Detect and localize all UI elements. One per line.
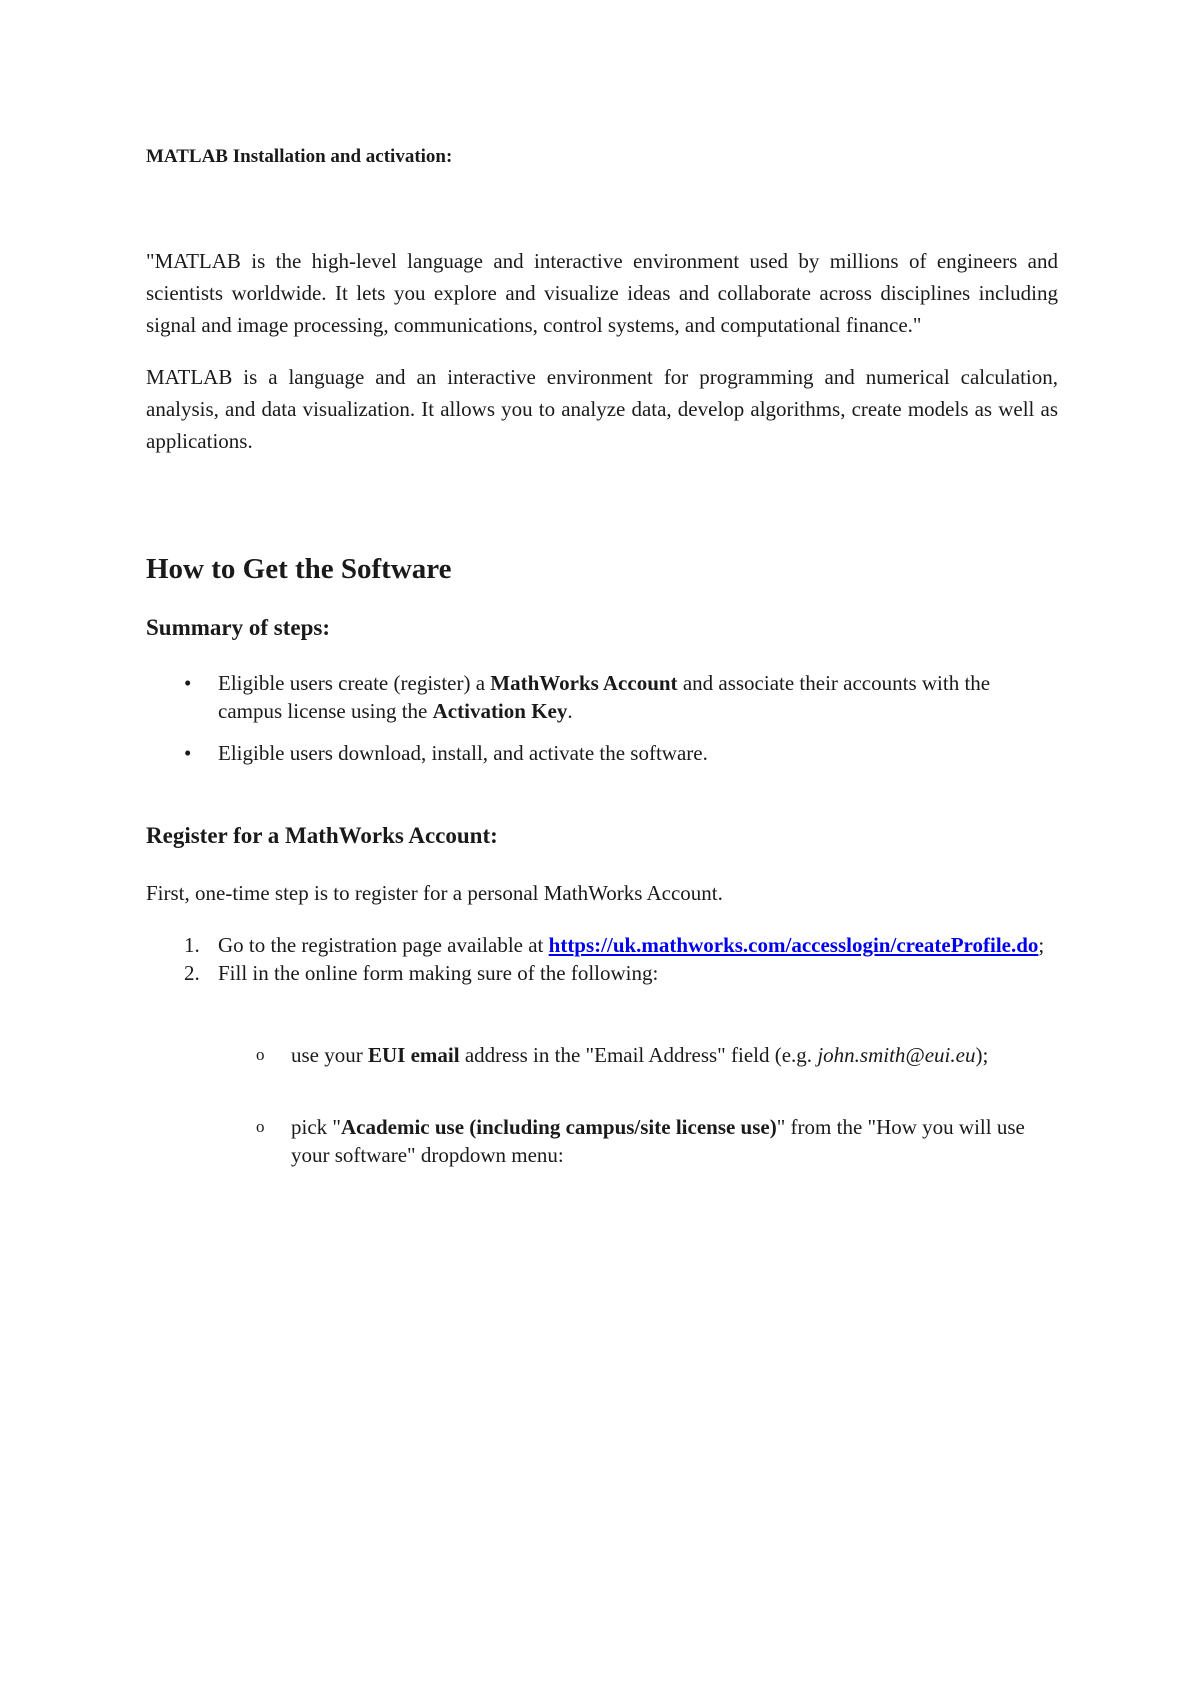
instruction-text: " from the "How you will use your software" dropdown menu: xyxy=(291,1115,1025,1167)
step-text: ; xyxy=(1038,933,1045,957)
form-instruction-item xyxy=(146,1113,1058,1169)
step-number: 1. xyxy=(184,933,200,957)
registration-steps-list xyxy=(146,931,1058,987)
document-content xyxy=(146,144,1058,1213)
heading-register-account: Register for a MathWorks Account: xyxy=(146,823,498,848)
circle-bullet-icon: o xyxy=(256,1117,265,1136)
summary-text: and associate their accounts with the campus license using the xyxy=(218,671,991,723)
step-item xyxy=(146,959,1058,987)
instruction-text: address in the "Email Address" field (e.g. xyxy=(459,1043,818,1067)
summary-bold-activation-key: Activation Key xyxy=(432,699,568,723)
instruction-text: use your xyxy=(291,1043,368,1067)
summary-bold-mathworks-account: MathWorks Account xyxy=(490,671,678,695)
step-text: Fill in the online form making sure of the following: xyxy=(218,961,659,985)
intro-quote-paragraph: "MATLAB is the high-level language and interactive environment used by millions of engineers and scientists worldwide. It lets you explore and visualize ideas and collaborate across disciplines including signal and image processing, communications, control systems, and computational finance." xyxy=(146,249,1058,337)
instruction-example-email: john.smith@eui.eu xyxy=(817,1043,976,1067)
instruction-bold-academic-use: Academic use (including campus/site license use) xyxy=(340,1115,777,1139)
step-text: Go to the registration page available at xyxy=(218,933,549,957)
register-intro-paragraph: First, one-time step is to register for a personal MathWorks Account. xyxy=(146,881,723,905)
instruction-bold-eui-email: EUI email xyxy=(368,1043,460,1067)
summary-item xyxy=(146,739,1058,767)
form-instruction-item xyxy=(146,1041,1058,1069)
form-instructions-list xyxy=(146,1041,1058,1169)
heading-how-to-get-software: How to Get the Software xyxy=(146,553,452,585)
intro-second-paragraph: MATLAB is a language and an interactive environment for programming and numerical calculation, analysis, and data visualization. It allows you to analyze data, develop algorithms, create models as well as applications. xyxy=(146,365,1058,453)
circle-bullet-icon: o xyxy=(256,1045,265,1064)
bullet-icon: • xyxy=(184,671,192,695)
bullet-icon: • xyxy=(184,741,192,765)
summary-text: Eligible users create (register) a xyxy=(218,671,491,695)
summary-item xyxy=(146,669,1058,725)
document-title: MATLAB Installation and activation: xyxy=(146,146,453,167)
step-item xyxy=(146,931,1058,959)
instruction-text: ); xyxy=(975,1043,989,1067)
summary-text: . xyxy=(567,699,573,723)
summary-text: Eligible users download, install, and activate the software. xyxy=(218,741,708,765)
summary-list xyxy=(146,669,1058,767)
instruction-text: pick " xyxy=(291,1115,341,1139)
step-number: 2. xyxy=(184,961,200,985)
heading-summary-of-steps: Summary of steps: xyxy=(146,615,330,640)
registration-link[interactable]: https://uk.mathworks.com/accesslogin/createProfile.do xyxy=(548,933,1039,957)
